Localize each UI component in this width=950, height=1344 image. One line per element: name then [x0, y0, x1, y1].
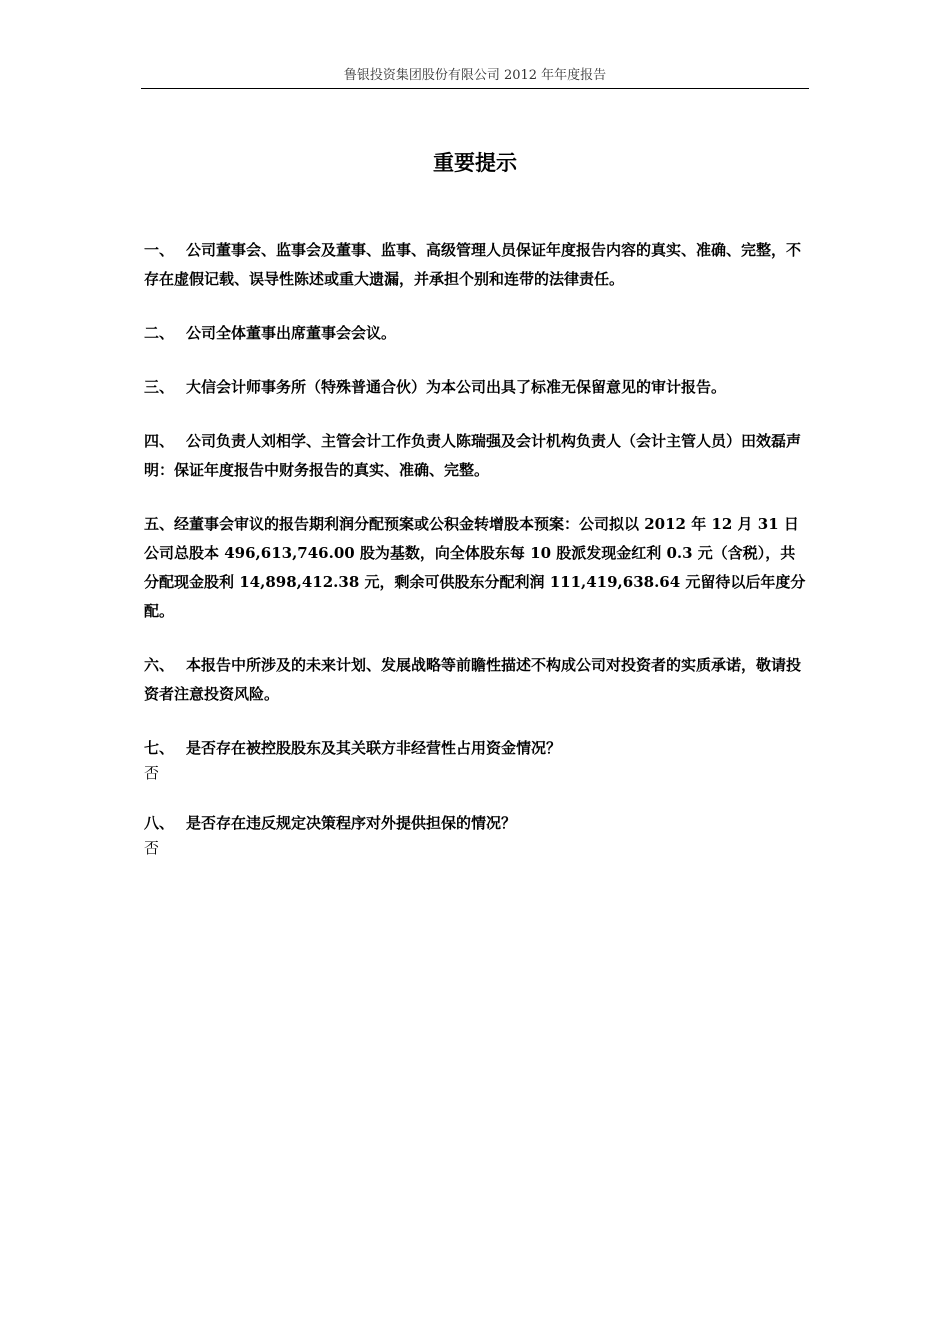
item-number: 三、	[144, 378, 175, 396]
page-title: 重要提示	[433, 151, 517, 175]
item-text: 本报告中所涉及的未来计划、发展战略等前瞻性描述不构成公司对投资者的实质承诺，敬请投资者注意投资风险。	[144, 656, 802, 703]
item-answer: 否	[144, 764, 160, 782]
item-text: 公司负责人刘相学、主管会计工作负责人陈瑞强及会计机构负责人（会计主管人员）田效磊声明：保证年度报告中财务报告的真实、准确、完整。	[144, 432, 802, 479]
item-number: 六、	[144, 656, 175, 674]
item-question: 是否存在违反规定决策程序对外提供担保的情况？	[186, 814, 517, 832]
item-text: 公司董事会、监事会及董事、监事、高级管理人员保证年度报告内容的真实、准确、完整，不存在虚假记载、误导性陈述或重大遗漏，并承担个别和连带的法律责任。	[144, 241, 802, 288]
item-number: 七、	[144, 739, 175, 757]
page-header: 鲁银投资集团股份有限公司 2012 年年度报告	[343, 68, 607, 83]
item-number: 八、	[144, 814, 175, 832]
notice-item-1	[144, 236, 810, 294]
item-text: 大信会计师事务所（特殊普通合伙）为本公司出具了标准无保留意见的审计报告。	[186, 378, 727, 396]
notice-item-5	[144, 510, 810, 626]
notice-item-3	[144, 373, 810, 402]
item-number: 五、	[144, 515, 175, 533]
notice-item-7	[144, 734, 810, 784]
item-question: 是否存在被控股股东及其关联方非经营性占用资金情况？	[186, 739, 562, 757]
notice-item-2	[144, 319, 810, 348]
item-answer: 否	[144, 839, 160, 857]
item-number: 一、	[144, 241, 175, 259]
item-number: 二、	[144, 324, 175, 342]
item-text: 经董事会审议的报告期利润分配预案或公积金转增股本预案：公司拟以 2012 年 12 月 31 日公司总股本 496,613,746.00 股为基数，向全体股东每 10 股派发现金红利 0.3 元（含税），共分配现金股利 14,898,412.38 元，剩余可供股东分配利润 111,419,638.64 元留待以后年度分配。	[144, 515, 806, 620]
notice-item-4	[144, 427, 810, 485]
notice-list	[144, 236, 810, 884]
item-number: 四、	[144, 432, 175, 450]
header-rule	[141, 88, 809, 89]
notice-item-6	[144, 651, 810, 709]
item-text: 公司全体董事出席董事会会议。	[186, 324, 397, 342]
notice-item-8	[144, 809, 810, 859]
